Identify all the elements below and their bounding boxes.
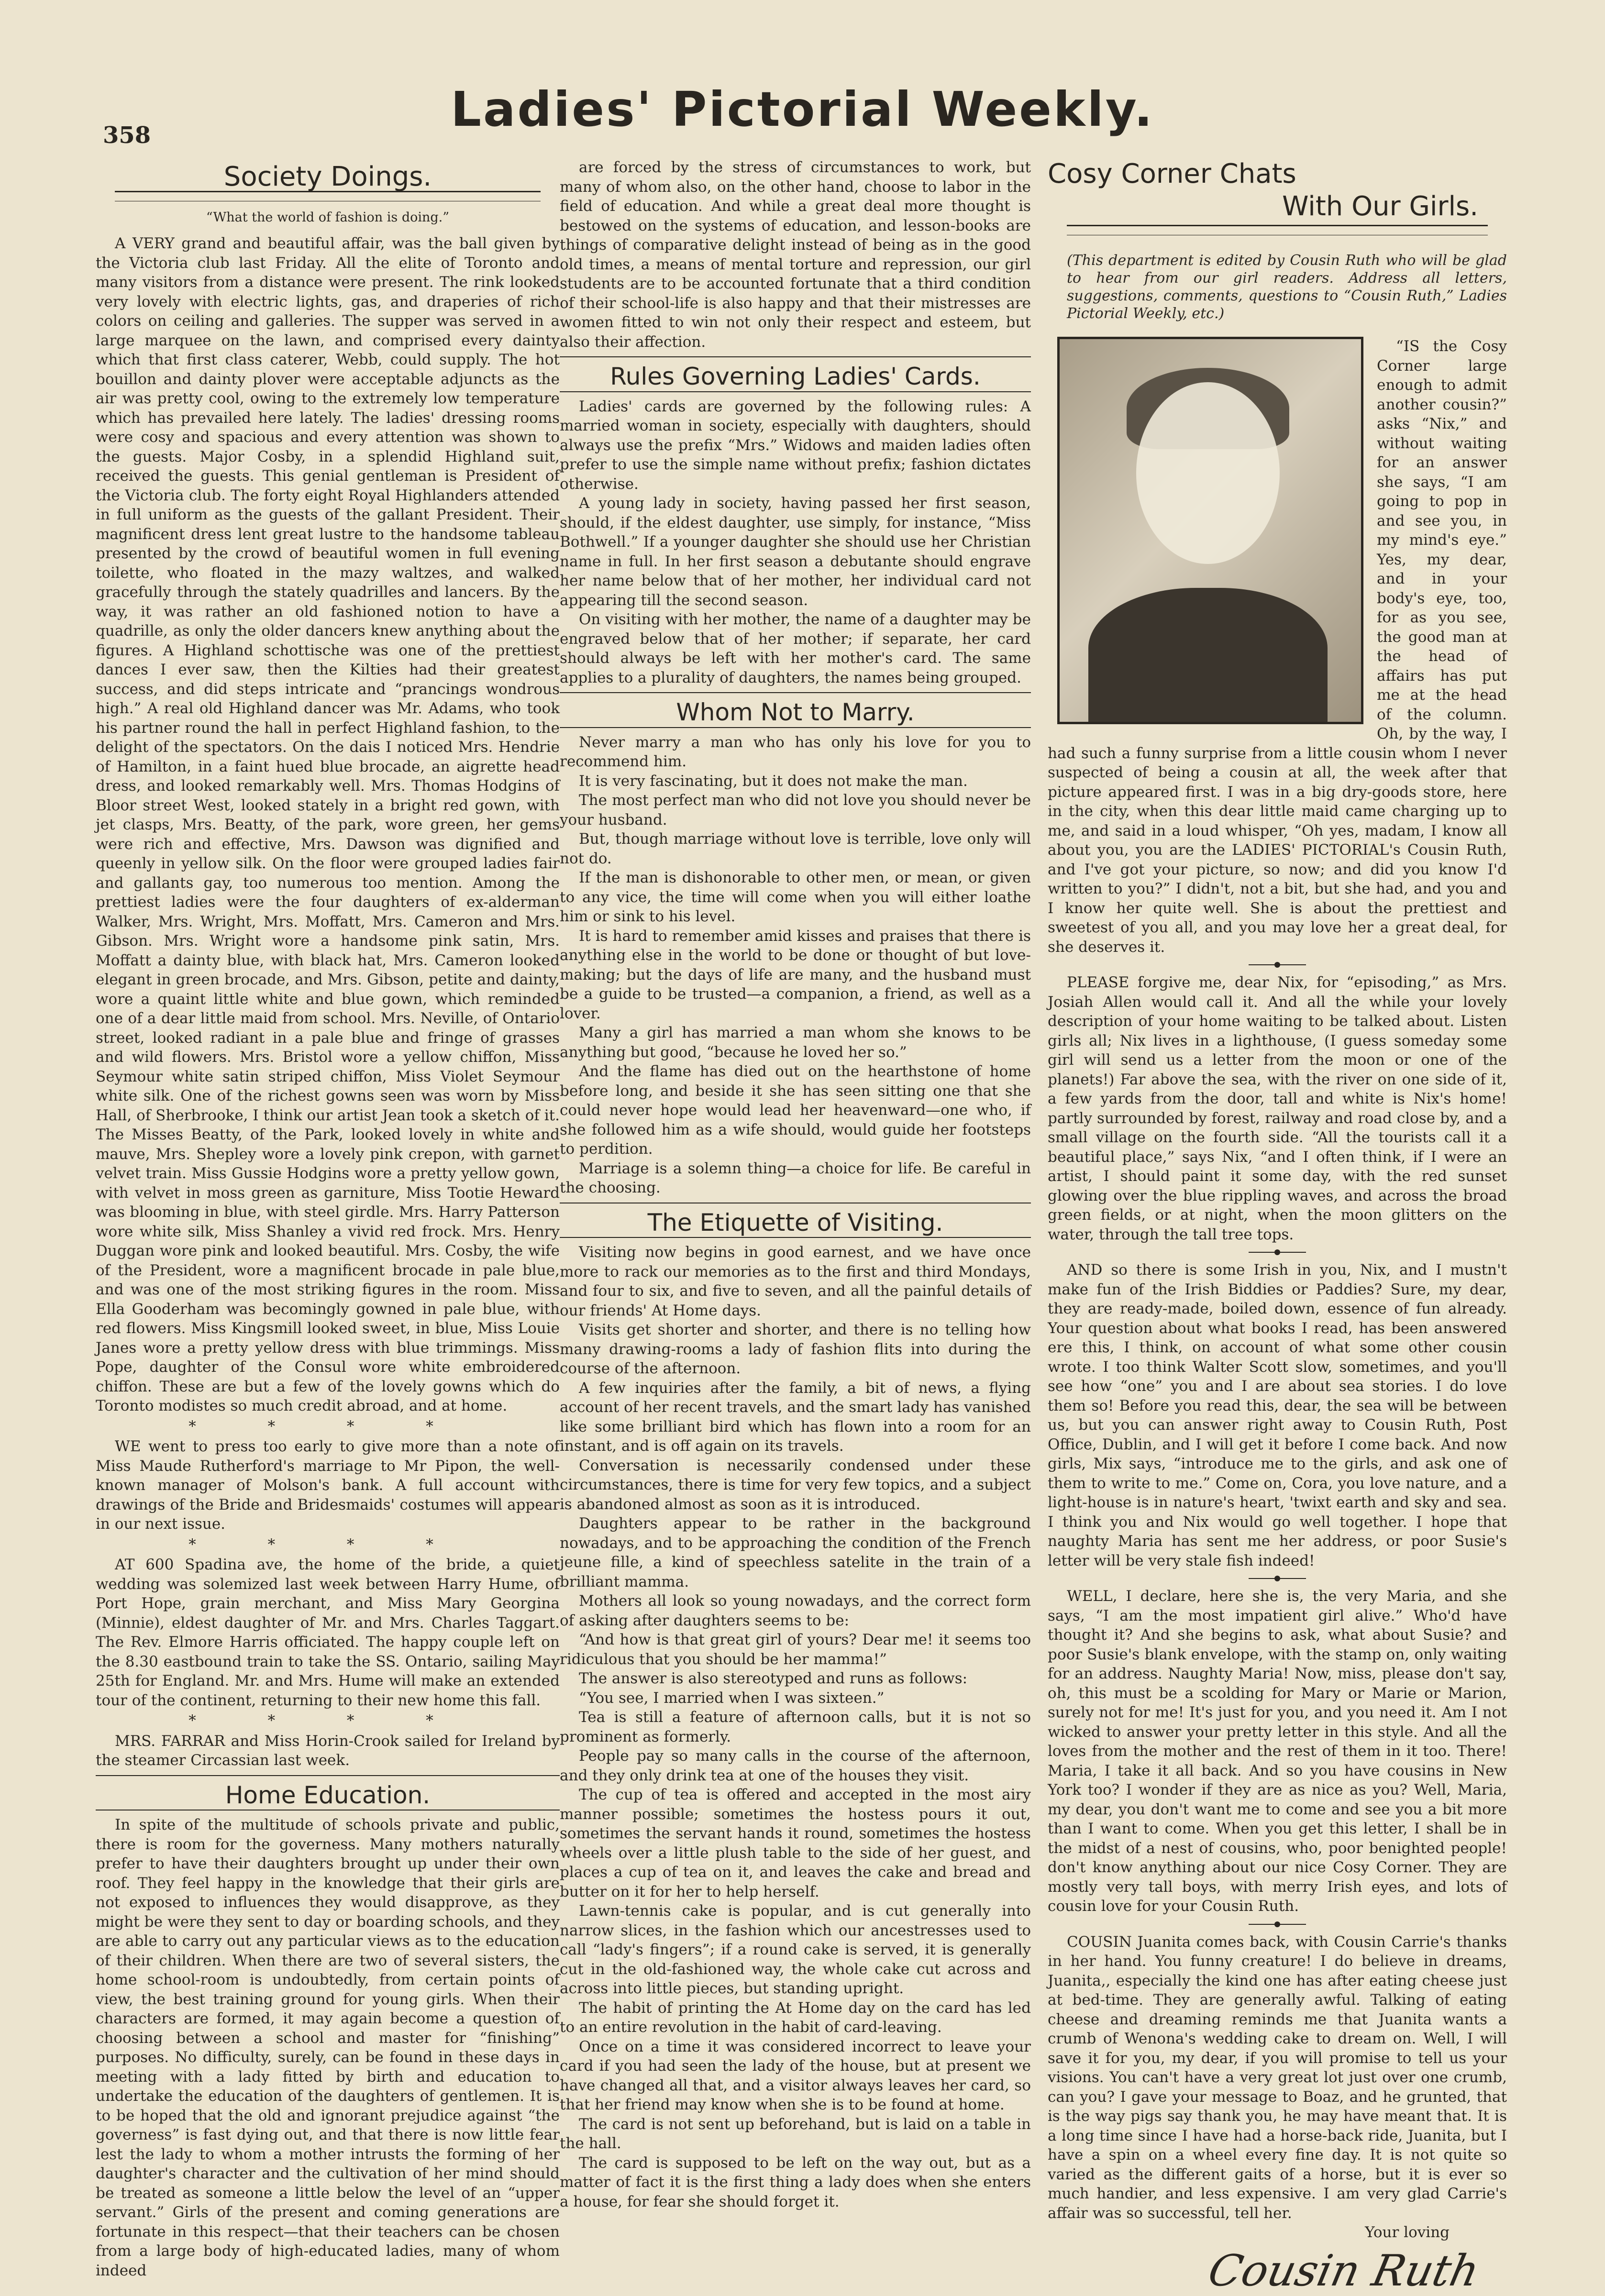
visiting-title: The Etiquette of Visiting. [647, 1208, 943, 1236]
cosy-title-line-2: With Our Girls. [1282, 191, 1478, 222]
stars-divider: * * * * [188, 1417, 467, 1435]
marry-paragraph: Marriage is a solemn thing—a choice for life. Be careful in the choosing. [560, 1159, 1031, 1196]
page-number: 358 [103, 122, 151, 149]
cards-paragraph: On visiting with her mother, the name of a daughter may be engraved below that of her mother; if separate, her card should always be left with her mother's card. The same applies to a plurality of daughters, the names being grouped. [560, 611, 1031, 686]
marry-paragraph: It is very fascinating, but it does not make the man. [579, 772, 968, 790]
section-rule [560, 356, 1031, 357]
ornament-divider [1249, 1252, 1306, 1253]
cosy-paragraph: COUSIN Juanita comes back, with Cousin Carrie's thanks in her hand. You funny creature! I do believe in dreams, Juanita,, especially the kind one has after eating cheese just at bed-time. They are generally awful. Talking of eating cheese and dreaming reminds me that Juanita wants a crumb of Wenona's wedding cake to dream on. Well, I will save it for you, my dear, if you will promise to tell us your visions. You can't have a very great lot just over one crumb, can you? I gave your message to Boaz, and he grunted, that is the way pigs say thank you, he may have meant that. It is a long time since I have had a horse-back ride, Juanita, but I have a spin on a wheel every fine day. It is not quite so varied as the different gaits of a horse, but it is ever so much handier, and less expensive. I am very glad Carrie's affair was so successful, tell her. [1048, 1933, 1507, 2222]
marry-paragraph: Never marry a man who has only his love for you to recommend him. [560, 733, 1031, 770]
visiting-paragraph: Lawn-tennis cake is popular, and is cut generally into narrow slices, in the fashion which our ancestresses used to call “lady's fingers”; if a round cake is served, it is generally cut in the old-fashioned way, the whole cake cut across and across into little pieces, but standing upright. [560, 1902, 1031, 1997]
society-paragraph: AT 600 Spadina ave, the home of the bride, a quiet wedding was solemized last week between Harry Hume, of Port Hope, grain merchant, and Miss Mary Georgina (Minnie), eldest daughter of Mr. and Mrs. Charles Taggart. The Rev. Elmore Harris officiated. The happy couple left on the 8.30 eastbound train to take the SS. Ontario, sailing May 25th for England. Mr. and Mrs. Hume will make an extended tour of the continent, returning to their new home this fall. [96, 1556, 560, 1709]
section-rule [560, 1237, 1031, 1238]
society-title: Society Doings. [223, 161, 432, 192]
visiting-paragraph: The cup of tea is offered and accepted in the most airy manner possible; sometimes the hostess pours it out, sometimes the servant hands it round, sometimes the hostess wheels over a little plush table to the side of her guest, and places a cup of tea on it, and leaves the cake and bread and butter on it for her to help herself. [560, 1786, 1031, 1900]
column-3 [1048, 158, 1507, 2296]
marry-paragraph: But, though marriage without love is terrible, love only will not do. [560, 830, 1031, 867]
visiting-paragraph: People pay so many calls in the course of the afternoon, and they only drink tea at one of the houses they visit. [560, 1747, 1031, 1784]
visiting-paragraph: The card is supposed to be left on the way out, but as a matter of fact it is the first thing a lady does when she enters a house, for fear she should forget it. [560, 2154, 1031, 2210]
society-motto: “What the world of fashion is doing.” [206, 210, 450, 225]
cosy-paragraph: “IS the Cosy Corner large enough to admit another cousin?” asks “Nix,” and without waiting for an answer she says, “I am going to pop in and see you, in my mind's eye.” Yes, my dear, and in your body's eye, too, for as you see, the good man at the head of affairs has put me at the head of the column. Oh, by the way, I had such a funny surprise from a little cousin whom I never suspected of being a cousin at all, the week after that picture appeared first. I was in a big dry-goods store, here in the city, when this dear little maid came charging up to me, and said in a loud whisper, “Oh yes, madam, I know all about you, you are the LADIES' PICTORIAL's Cousin Ruth, and I've got your picture, so now; and did you know I'd written to you?” I didn't, not a bit, but she had, and you and I know her quite well. She is about the prettiest and sweetest of you all, and you may love her a great deal, for she deserves it. [1048, 338, 1507, 956]
ornament-divider [1249, 1924, 1306, 1925]
portrait-face [1136, 382, 1280, 564]
visiting-paragraph: “You see, I married when I was sixteen.” [579, 1689, 885, 1707]
visiting-paragraph: The habit of printing the At Home day on the card has led to an entire revolution in the habit of card-leaving. [560, 1999, 1031, 2036]
visiting-paragraph: “And how is that great girl of yours? Dear me! it seems too ridiculous that you should be her mamma!” [560, 1631, 1031, 1668]
cosy-paragraph: PLEASE forgive me, dear Nix, for “episoding,” as Mrs. Josiah Allen would call it. And all the while your lovely description of your home waiting to be talked about. Listen girls all; Nix lives in a lighthouse, (I guess someday some girl will send us a letter from the moon or one of the planets!) Far above the sea, with the river on one side of it, a few yards from the door, tall and white is Nix's home! partly surrounded by forest, railway and road close by, and a small village on the fourth side. “All the tourists call it a beautiful place,” says Nix, “and I often think, if I were an artist, I should paint it some day, with the red sunset glowing over the blue rippling waves, and across the broad green fields, or at night, when the moon glitters on the water, through the tall tree tops. [1048, 974, 1507, 1243]
marry-paragraph: The most perfect man who did not love you should never be your husband. [560, 792, 1031, 828]
visiting-paragraph: Visits get shorter and shorter, and there is no telling how many drawing-rooms a lady of fashion flits into during the course of the afternoon. [560, 1321, 1031, 1377]
cosy-corner-title [1048, 158, 1507, 223]
section-rule [96, 1775, 560, 1776]
stars-divider: * * * * [188, 1535, 467, 1553]
marry-paragraph: It is hard to remember amid kisses and praises that there is anything else in the world to be done or thought of but love-making; but the days of life are many, and the husband must be a guide to be trusted—a companion, a friend, as well as a lover. [560, 927, 1031, 1022]
marry-paragraph: If the man is dishonorable to other men, or mean, or given to any vice, the time will come when you will either loathe him or sink to his level. [560, 869, 1031, 925]
home-education-paragraph: In spite of the multitude of schools private and public, there is room for the governess. Many mothers naturally prefer to have their daughters brought up under their own roof. They feel happy in the knowledge that their girls are not exposed to influences they would disapprove, as they might be were they sent to day or boarding schools, and they are able to carry out any particular views as to the education of their children. When there are two of several sisters, the home school-room is undoubtedly, from certain points of view, the best training ground for young girls. When their characters are formed, it may again become a question of choosing between a school and master for “finishing” purposes. No difficulty, surely, can be found in these days in meeting with a lady fitted by birth and education to undertake the education of the daughters of gentlemen. It is to be hoped that the old and ignorant prejudice against “the governess” is fast dying out, and that there is now little fear lest the lady to whom a mother intrusts the forming of her daughter's character and the cultivation of her mind should be treated as someone a little below the level of an “upper servant.” Girls of the present and coming generations are fortunate in this respect—that their teachers can be chosen from a large body of high-educated ladies, many of whom indeed [96, 1816, 560, 2279]
masthead: Ladies' Pictorial Weekly. [451, 81, 1154, 137]
visiting-paragraph: The answer is also stereotyped and runs as follows: [579, 1670, 968, 1687]
cards-paragraph: A young lady in society, having passed her first season, should, if the eldest daughter, use simply, for instance, “Miss Bothwell.” If a younger daughter she should use her Christian name in full. In her first season a debutante should engrave her name below that of her mother, her individual card not appearing till the second season. [560, 495, 1031, 609]
signature: Cousin Ruth [1204, 2245, 1484, 2296]
visiting-paragraph: Daughters appear to be rather in the background nowadays, and to be approaching the condition of the French jeune fille, a kind of speechless satelite in the train of a brilliant mamma. [560, 1515, 1031, 1590]
visiting-paragraph: Visiting now begins in good earnest, and we have once more to rack our memories as to the first and third Mondays, and four to six, and five to seven, and all the painful details of our friends' At Home days. [560, 1244, 1031, 1319]
cosy-title-line-1: Cosy Corner Chats [1048, 158, 1296, 189]
section-rule [560, 692, 1031, 693]
society-paragraph: A VERY grand and beautiful affair, was the ball given by the Victoria club last Friday. All the elite of Toronto and many visitors from a distance were present. The rink looked very lovely with electric lights, gas, and draperies of rich colors on ceiling and galleries. The supper was served in a large marquee on the lawn, and comprised every dainty which that first class caterer, Webb, could supply. The hot bouillon and dainty plover were acceptable adjuncts as the air was pretty cool, owing to the extremely low temperature which has prevailed here lately. The ladies' dressing rooms were cosy and spacious and every attention was shown to the guests. Major Cosby, in a splendid Highland suit, received the guests. This genial gentleman is President of the Victoria club. The forty eight Royal Highlanders attended in full uniform as the guests of the gallant President. Their magnificent dress lent great lustre to the handsome tableau presented by the crowd of beautiful women in full evening toilette, who floated in the mazy waltzes, and walked gracefully through the stately quadrilles and lancers. By the way, it was rather an old fashioned notion to have a quadrille, as only the older dancers knew anything about the figures. A Highland schottische was one of the prettiest dances I ever saw, then the Kilties had their greatest success, and did steps intricate and “prancings wondrous high.” A real old Highland dancer was Mr. Adams, who took his partner round the hall in perfect Highland fashion, to the delight of the spectators. On the dais I noticed Mrs. Hendrie of Hamilton, in a faint hued blue brocade, an aigrette head dress, and looked remarkably well. Mrs. Thomas Hodgins of Bloor street West, looked stately in a bright red gown, with jet clasps, Mrs. Beatty, of the park, wore green, her gems were rich and effective, Mrs. Dawson was dignified and queenly in yellow silk. On the floor were grouped ladies fair and gallants gay, too numerous too mention. Among the prettiest ladies were the four daughters of ex-alderman Walker, Mrs. Wright, Mrs. Moffatt, Mrs. Cameron and Mrs. Gibson. Mrs. Wright wore a handsome pink satin, Mrs. Moffatt a dainty blue, with black hat, Mrs. Cameron looked elegant in green brocade, and Mrs. Gibson, petite and dainty, wore a quaint little white and blue gown, which reminded one of a dear little maid from school. Mrs. Neville, of Ontario street, looked radiant in a pale blue and fringe of grasses and wild flowers. Mrs. Bristol wore a yellow chiffon, Miss Seymour white satin striped chiffon, Miss Violet Seymour white silk. One of the richest gowns seen was worn by Miss Hall, of Sherbrooke, I think our artist Jean took a sketch of it. The Misses Beatty, of the Park, looked lovely in white and mauve, Mrs. Shepley wore a lovely pink crepon, with garnet velvet train. Miss Gussie Hodgins wore a pretty yellow gown, with velvet in moss green as garniture, Miss Tootie Heward was blooming in blue, with steel girdle. Mrs. Harry Patterson wore white silk, Miss Shanley a vivid red frock. Mrs. Henry Duggan wore pink and looked beautiful. Mrs. Cosby, the wife of the President, wore a magnificent brocade in pale blue, and was one of the most striking figures in the room. Miss Ella Gooderham was becomingly gowned in pale blue, with red flowers. Miss Kingsmill looked sweet, in blue, Miss Louie Janes wore a pretty yellow dress with blue trimmings. Miss Pope, daughter of the Consul wore white embroidered chiffon. These are but a few of the lovely gowns which do Toronto modistes so much credit abroad, and at home. [96, 235, 560, 1414]
ornament-divider [1249, 1578, 1306, 1579]
portrait-shoulders [1088, 588, 1328, 722]
visiting-paragraph: Conversation is necessarily condensed under these circumstances, there is time for very few topics, and a subject is abandoned almost as soon as it is introduced. [560, 1457, 1031, 1513]
marry-title: Whom Not to Marry. [676, 698, 915, 726]
cousin-ruth-portrait [1057, 337, 1363, 724]
column-2 [560, 158, 1031, 2211]
cosy-paragraph: AND so there is some Irish in you, Nix, and I mustn't make fun of the Irish Biddies or Paddies? Sure, my dear, they are ready-made, boiled down, essence of fun already. Your question about what books I read, has been answered ere this, I think, on account of what some other cousin wrote. I too think Walter Scott slow, sometimes, and you'll see how “one” you and I are about sea stories. I do love them so! Before you read this, dear, the sea will be between us, but you can answer right away to Cousin Ruth, Post Office, Dublin, and I will get it before I come back. And now girls, Mix says, “introduce me to the girls, and ask one of them to write to me.” Come on, Cora, you love nature, and a light-house is in nature's heart, 'twixt earth and sky and sea. I think you and Nix would go well together. I hope that naughty Maria has sent me her address, or poor Susie's letter will be very stale fish indeed! [1048, 1261, 1507, 1569]
cosy-rule [1067, 225, 1488, 235]
home-education-title: Home Education. [225, 1781, 431, 1809]
visiting-paragraph: Mothers all look so young nowadays, and the correct form of asking after daughters seems to be: [560, 1592, 1031, 1629]
section-rule [560, 727, 1031, 728]
cards-paragraph: Ladies' cards are governed by the following rules: A married woman in society, especially with daughters, should always use the prefix “Mrs.” Widows and maiden ladies often prefer to use the simple name without prefix; fashion dictates otherwise. [560, 397, 1031, 493]
home-education-paragraph: are forced by the stress of circumstances to work, but many of whom also, on the other hand, choose to labor in the field of education. And while a great deal more thought is bestowed on the systems of education, and lesson-books are things of comparative delight instead of being as in the good old times, a means of mental torture and repression, our girl students are to be accounted fortunate that a third condition of their school-life is also happy and that their mistresses are women fitted to win not only their respect and esteem, but also their affection. [560, 159, 1031, 351]
visiting-paragraph: The card is not sent up beforehand, but is laid on a table in the hall. [560, 2115, 1031, 2152]
ornament-divider [1249, 964, 1306, 965]
column-1 [96, 158, 560, 2280]
society-paragraph: WE went to press too early to give more than a note of Miss Maude Rutherford's marriage to Mr Pipon, the well-known manager of Molson's bank. A full account with drawings of the Bride and Bridesmaids' costumes will appear in our next issue. [96, 1438, 560, 1533]
society-paragraph: MRS. FARRAR and Miss Horin-Crook sailed for Ireland by the steamer Circassian last week. [96, 1732, 560, 1769]
cosy-paragraph: WELL, I declare, here she is, the very Maria, and she says, “I am the most impatient girl alive.” Who'd have thought it? And she begins to ask, what about Susie? and poor Susie's blank envelope, with the stamp on, only waiting for an address. Naughty Maria! Now, miss, please don't say, oh, this must be a scolding for Mary or Marie or Marion, surely not for me! It's just for you, and you need it. Am I not wicked to answer your pretty letter in this style. And all the loves from the mother and the rest of them in it too. There! Maria, I take it all back. And so you have cousins in New York too? I wonder if they are as nice as you? Well, Maria, my dear, you don't want me to come and see you a bit more than I want to come. When you get this letter, I shall be in the midst of a nest of cousins, who, poor benighted people! don't know anything about our nice Cosy Corner. They are mostly very tall boys, with merry Irish eyes, and lots of cousin love for your Cousin Ruth. [1048, 1588, 1507, 1915]
visiting-paragraph: Tea is still a feature of afternoon calls, but it is not so prominent as formerly. [560, 1709, 1031, 1745]
signoff: Your loving [1365, 2224, 1450, 2241]
marry-paragraph: And the flame has died out on the hearthstone of home before long, and beside it she has seen sitting one that she could never hope would lead her heavenward—one who, if she followed him as a wife should, would guide her footsteps to perdition. [560, 1063, 1031, 1158]
marry-paragraph: Many a girl has married a man whom she knows to be anything but good, “because he loved her so.” [560, 1024, 1031, 1061]
cards-title: Rules Governing Ladies' Cards. [610, 363, 981, 390]
visiting-paragraph: A few inquiries after the family, a bit of news, a flying account of her recent travels, and the smart lady has vanished like some brilliant bird which has flown into a room for an instant, and is off again on its travels. [560, 1379, 1031, 1455]
editor-note: (This department is edited by Cousin Ruth who will be glad to hear from our girl readers. Address all letters, suggestions, comments, questions to “Cousin Ruth,” Ladies Pictorial Weekly, etc.) [1067, 252, 1507, 322]
section-rule [560, 391, 1031, 392]
stars-divider: * * * * [188, 1712, 467, 1729]
visiting-paragraph: Once on a time it was considered incorrect to leave your card if you had seen the lady of the house, but at present we have changed all that, and a visitor always leaves her card, so that her friend may know when she is to be found at home. [560, 2038, 1031, 2113]
